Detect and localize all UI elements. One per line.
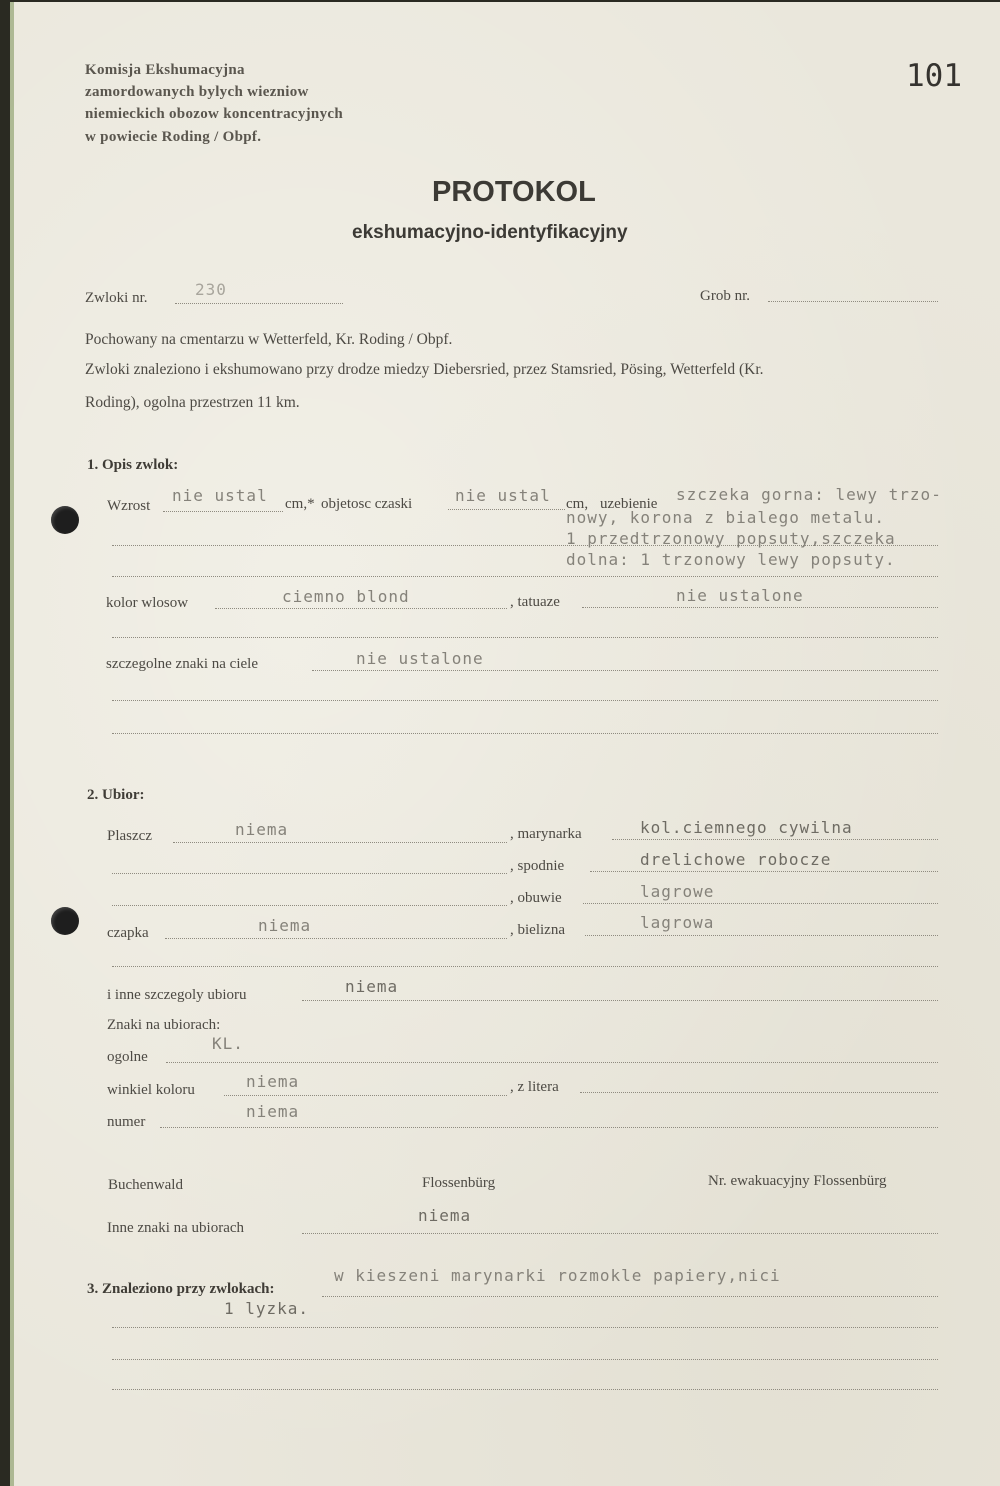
cm-label-2: cm,: [566, 496, 589, 512]
inne-znaki-line: [302, 1233, 938, 1234]
inne-szczegoly-label: i inne szczegoly ubioru: [107, 987, 247, 1003]
winkiel-value: niema: [246, 1072, 300, 1091]
punch-hole-top: [51, 506, 79, 534]
nr-ewakuacyjny-label: Nr. ewakuacyjny Flossenbürg: [708, 1173, 887, 1189]
marynarka-value: kol.ciemnego cywilna: [640, 818, 853, 837]
winkiel-label: winkiel koloru: [107, 1082, 195, 1098]
numer-line: [160, 1127, 938, 1128]
objetosc-label: objetosc czaski: [321, 496, 413, 512]
tatuaze-label: , tatuaze: [510, 594, 560, 610]
obuwie-label: , obuwie: [510, 890, 562, 906]
tatuaze-value: nie ustalone: [676, 586, 804, 605]
section3-value-line-2: 1 lyzka.: [224, 1299, 310, 1318]
znaki-line-2: [112, 700, 938, 701]
uzebienie-line-1: szczeka gorna: lewy trzo-: [676, 485, 942, 504]
wzrost-value: nie ustal: [172, 486, 268, 505]
grob-label: Grob nr.: [700, 288, 750, 304]
wzrost-label: Wzrost: [107, 498, 151, 514]
numer-value: niema: [246, 1102, 300, 1121]
uzebienie-line-b: [112, 576, 938, 577]
z-litera-line: [580, 1092, 938, 1093]
plaszcz-value: niema: [235, 820, 289, 839]
znaleziono-line-2: Roding), ogolna przestrzen 11 km.: [85, 394, 300, 411]
uzebienie-label: uzebienie: [600, 496, 658, 512]
zwloki-line: [175, 303, 343, 304]
section3-line-3: [112, 1359, 938, 1360]
numer-label: numer: [107, 1114, 146, 1130]
czapka-label: czapka: [107, 925, 149, 941]
objetosc-line: [448, 509, 565, 510]
document-title: PROTOKOL: [432, 176, 596, 208]
znaki-na-ubiorach-label: Znaki na ubiorach:: [107, 1017, 221, 1033]
inne-znaki-value: niema: [418, 1206, 472, 1225]
spodnie-value: drelichowe robocze: [640, 850, 832, 869]
bielizna-line-2: [112, 966, 938, 967]
flossenburg-label: Flossenbürg: [422, 1175, 496, 1191]
org-line-3: niemieckich obozow koncentracyjnych: [85, 106, 343, 122]
spodnie-left-line: [112, 873, 507, 874]
bielizna-label: , bielizna: [510, 922, 565, 938]
org-line-4: w powiecie Roding / Obpf.: [85, 129, 262, 145]
obuwie-line: [583, 903, 938, 904]
tatuaze-line: [582, 607, 938, 608]
spodnie-label: , spodnie: [510, 858, 565, 874]
page-number: 101: [906, 58, 962, 94]
buchenwald-label: Buchenwald: [108, 1177, 183, 1193]
grob-line: [768, 301, 938, 302]
ogolne-value: KL.: [212, 1034, 244, 1053]
document-subtitle: ekshumacyjno-identyfikacyjny: [352, 222, 628, 243]
spodnie-line: [590, 871, 938, 872]
pochowany-text: Pochowany na cmentarzu w Wetterfeld, Kr. Roding / Obpf.: [85, 331, 453, 348]
bielizna-line: [585, 935, 938, 936]
section3-heading: 3. Znaleziono przy zwlokach:: [87, 1281, 275, 1297]
uzebienie-line-3: 1 przedtrzonowy popsuty,szczeka: [566, 529, 896, 548]
z-litera-label: , z litera: [510, 1079, 559, 1095]
cm-label-1: cm,*: [285, 496, 315, 512]
section3-line-2: [112, 1327, 938, 1328]
section1-heading: 1. Opis zwlok:: [87, 457, 179, 473]
zwloki-label: Zwloki nr.: [85, 290, 148, 306]
section3-line-4: [112, 1389, 938, 1390]
czapka-value: niema: [258, 916, 312, 935]
kolor-wlosow-value: ciemno blond: [282, 587, 410, 606]
plaszcz-line: [173, 842, 507, 843]
section3-value-line-1: w kieszeni marynarki rozmokle papiery,nici: [334, 1266, 781, 1285]
uzebienie-line-4: dolna: 1 trzonowy lewy popsuty.: [566, 550, 896, 569]
objetosc-value: nie ustal: [455, 486, 551, 505]
winkiel-line: [224, 1095, 507, 1096]
znaki-na-ciele-line: [312, 670, 938, 671]
kolor-wlosow-line: [215, 608, 507, 609]
section3-line-1: [322, 1296, 938, 1297]
znaki-line-3: [112, 733, 938, 734]
inne-szczegoly-value: niema: [345, 977, 399, 996]
znaki-na-ciele-value: nie ustalone: [356, 649, 484, 668]
uzebienie-line-2: nowy, korona z bialego metalu.: [566, 508, 885, 527]
org-line-2: zamordowanych bylych wiezniow: [85, 84, 309, 100]
wzrost-line: [163, 511, 283, 512]
org-line-1: Komisja Ekshumacyjna: [85, 62, 245, 78]
inne-znaki-label: Inne znaki na ubiorach: [107, 1220, 245, 1236]
tatuaze-line-2: [112, 637, 938, 638]
czapka-line: [165, 938, 507, 939]
ogolne-line: [166, 1062, 938, 1063]
znaleziono-line-1: Zwloki znaleziono i ekshumowano przy drodze miedzy Diebersried, przez Stamsried, Pösing, Wetterfeld (Kr.: [85, 361, 764, 378]
section2-heading: 2. Ubior:: [87, 787, 145, 803]
kolor-wlosow-label: kolor wlosow: [106, 595, 189, 611]
sheet-edge: [10, 2, 14, 1486]
bielizna-value: lagrowa: [640, 913, 715, 932]
inne-szczegoly-line: [302, 1000, 938, 1001]
obuwie-left-line: [112, 905, 507, 906]
znaki-na-ciele-label: szczegolne znaki na ciele: [106, 656, 258, 672]
marynarka-line: [612, 839, 938, 840]
ogolne-label: ogolne: [107, 1049, 148, 1065]
marynarka-label: , marynarka: [510, 826, 582, 842]
plaszcz-label: Plaszcz: [107, 828, 152, 844]
zwloki-value: 230: [195, 280, 227, 299]
punch-hole-bottom: [51, 907, 79, 935]
obuwie-value: lagrowe: [640, 882, 715, 901]
